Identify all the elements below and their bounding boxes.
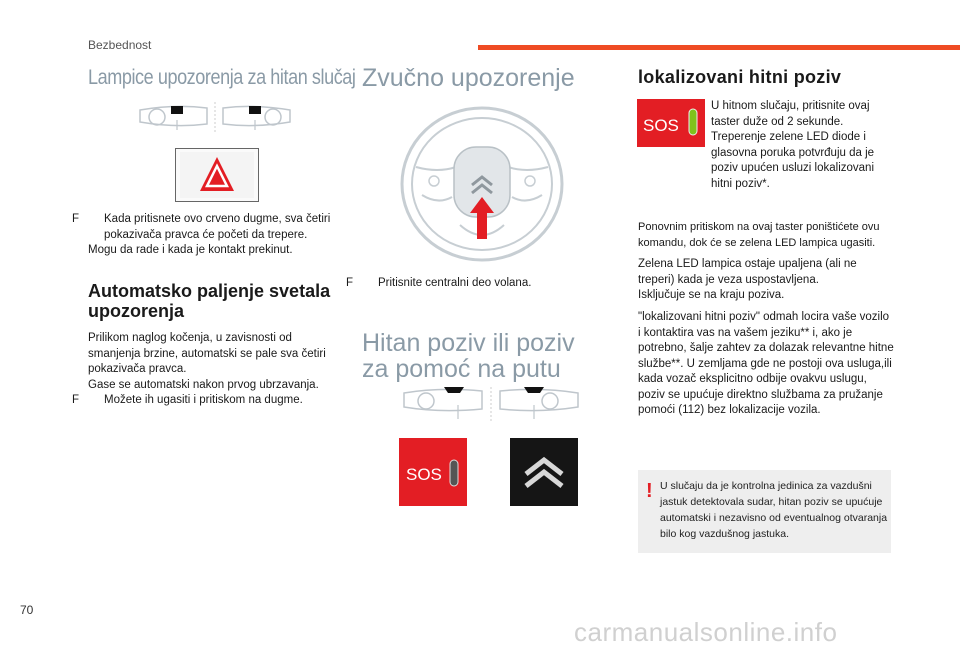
auto-hazard-text: Prilikom naglog kočenja, u zavisnosti od smanjenja brzine, automatski se pale sva četiri pokazivača pravca. Gase se automatski nakon prvog ubrzavanja. F Možete ih ugasiti i pritiskom na dugme. xyxy=(88,331,346,409)
watermark: carmanualsonline.info xyxy=(574,617,838,647)
led-icon xyxy=(689,109,697,135)
page-number: 70 xyxy=(20,603,34,617)
section-tag: Bezbednost xyxy=(88,38,152,52)
localized-call-title: lokalizovani hitni poziv xyxy=(638,67,842,87)
overhead-console-illustration xyxy=(400,385,582,425)
sos-button xyxy=(399,438,467,506)
bullet-icon: F xyxy=(72,213,80,225)
localized-call-p2: Zelena LED lampica ostaje upaljena (ali ne treperi) kada je veza uspostavljena. Isključuje se na kraju poziva. xyxy=(638,258,857,301)
sos-label: SOS xyxy=(643,116,679,135)
sos-led-button xyxy=(637,99,705,147)
hazard-button xyxy=(175,148,259,202)
localized-call-p4: "lokalizovani hitni poziv" odmah locira vaše vozilo i kontaktira vas na vašem jeziku** i, ako je potrebno, šalje zahtev za dolazak relevantne hitne službe**. U zemljama gde ne postoji ova usluga,ili kada vozač eksplicitno odbije ovakvu uslugu, poziv se upućuje direktno službama za pružanje pomoći (112) bez lokalizacije vozila. xyxy=(638,311,894,416)
hazard-title: Lampice upozorenja za hitan slučaj xyxy=(88,66,356,89)
airbag-note xyxy=(638,470,891,553)
accent-bar xyxy=(478,45,960,50)
warning-icon: ! xyxy=(646,480,653,502)
airbag-note-text: U slučaju da je kontrolna jedinica za vazdušni jastuk detektovala sudar, hitan poziv se upućuje automatski i nezavisno od eventualnog otvaranja bilo kog vazdušnog jastuka. xyxy=(660,480,888,540)
sos-label: SOS xyxy=(406,465,442,484)
localized-call-intro: U hitnom slučaju, pritisnite ovaj taster duže od 2 sekunde. Treperenje zelene LED diode i glasovna poruka potvrđuju da je poziv upućen usluzi lokalizovani hitni poziv*. xyxy=(711,100,875,190)
localized-call-p1: Ponovnim pritiskom na ovaj taster poništićete ovu komandu, dok će se zelena LED lampica ugasiti. xyxy=(638,221,880,249)
bullet-icon: F xyxy=(72,394,80,406)
hazard-text: F Kada pritisnete ovo crveno dugme, sva četiri pokazivača pravca će početi da trepere. Mogu da rade i kada je kontakt prekinut. xyxy=(72,213,331,256)
horn-title: Zvučno upozorenje xyxy=(362,64,575,92)
horn-text: F Pritisnite centralni deo volana. xyxy=(362,276,602,292)
citroen-assistance-button xyxy=(510,438,578,506)
emergency-call-title: Hitan poziv ili poziv za pomoć na putu xyxy=(362,329,575,383)
dashboard-hazard-illustration xyxy=(135,100,295,136)
bullet-icon: F xyxy=(346,277,354,289)
steering-wheel-illustration xyxy=(398,105,566,263)
auto-hazard-title: Automatsko paljenje svetala upozorenja xyxy=(88,281,331,321)
